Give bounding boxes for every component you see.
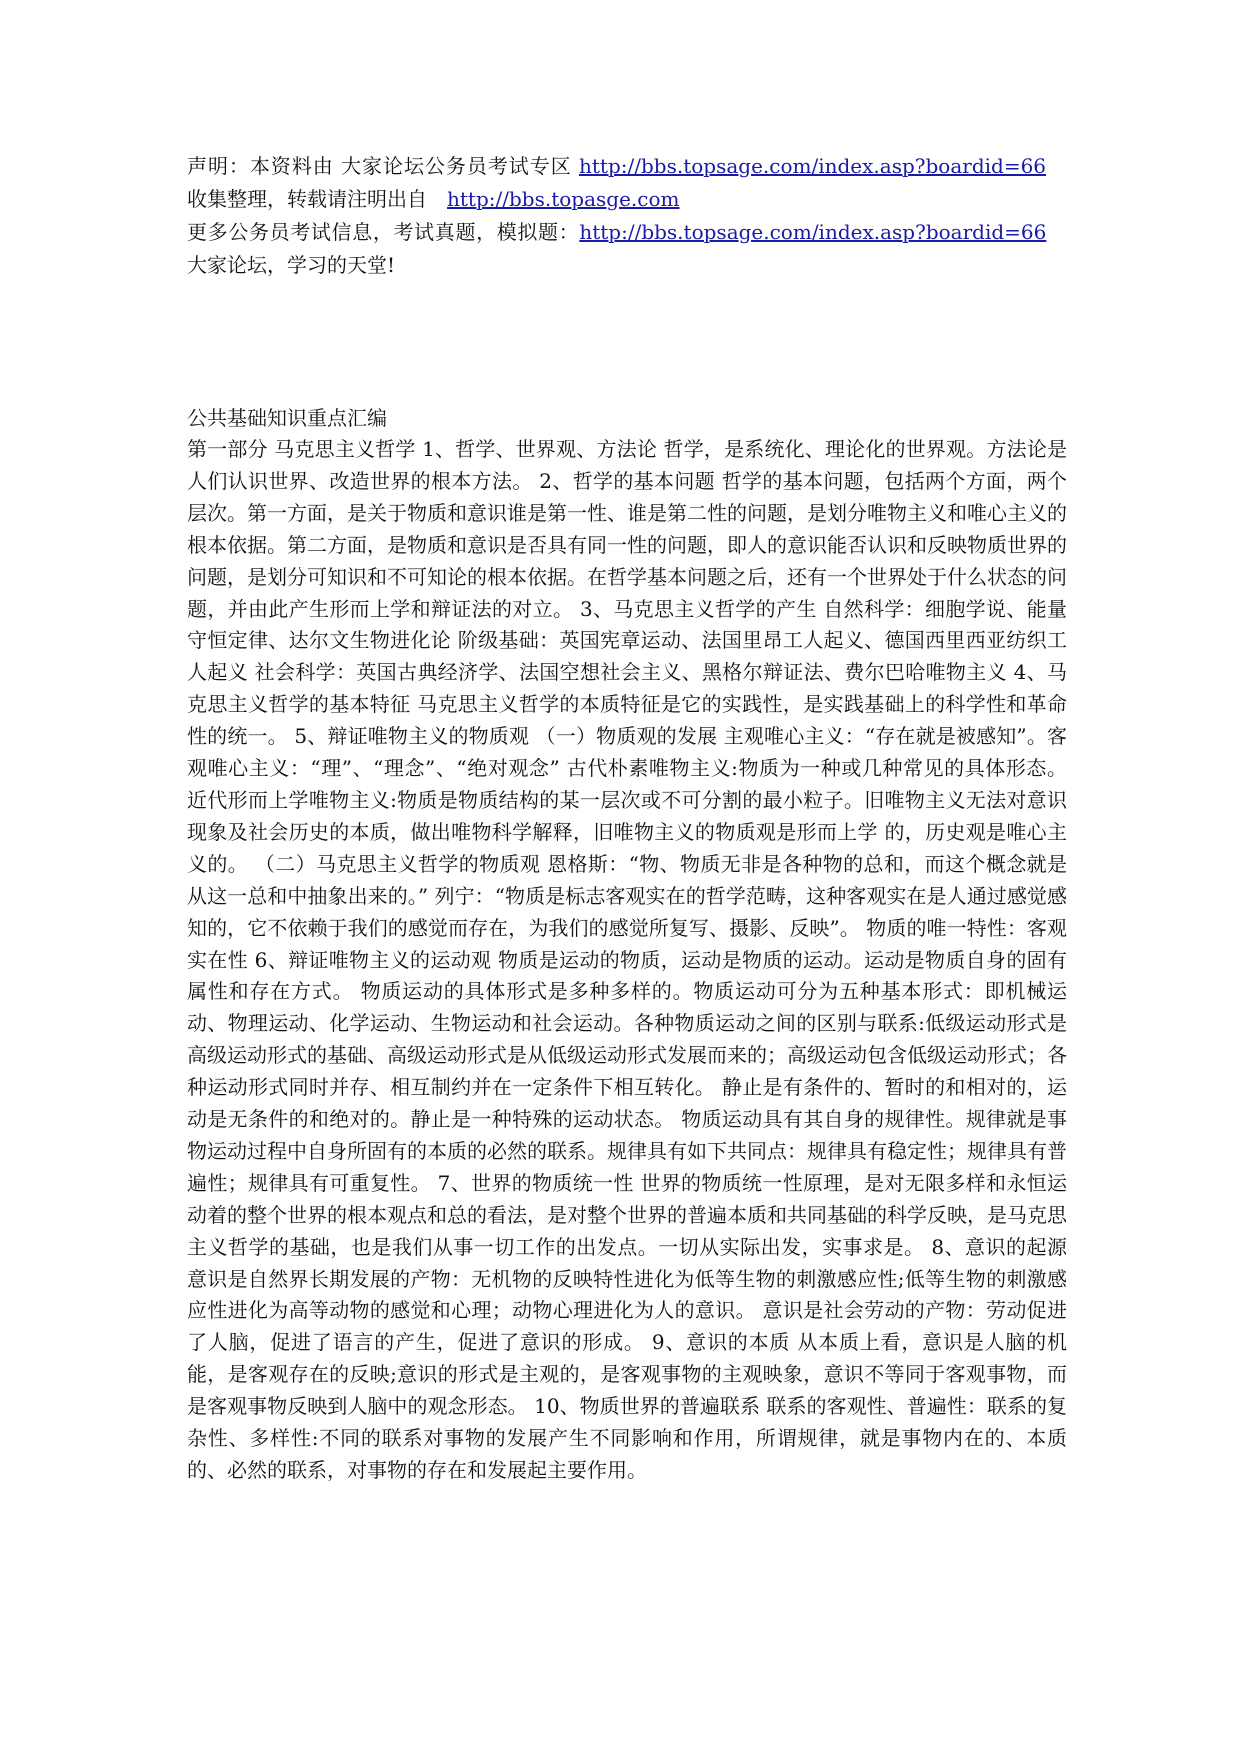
spacer	[187, 282, 1067, 403]
notice-text: 大家论坛，学习的天堂!	[187, 220, 1068, 277]
document-body: 第一部分 马克思主义哲学 1、哲学、世界观、方法论 哲学，是系统化、理论化的世界观。方法论是人们认识世界、改造世界的根本方法。 2、哲学的基本问题 哲学的基本问题，包括两个方面，两个层次。第一方面，是关于物质和意识谁是第一性、谁是第二性的问题，是划分唯物主义和唯心主义的根本依据。第二方面，是物质和意识是否具有同一性的问题，即人的意识能否认识和反映物质世界的问题，是划分可知识和不可知论的根本依据。在哲学基本问题之后，还有一个世界处于什么状态的问题，并由此产生形而上学和辩证法的对立。 3、马克思主义哲学的产生 自然科学：细胞学说、能量守恒定律、达尔文生物进化论 阶级基础：英国宪章运动、法国里昂工人起义、德国西里西亚纺织工人起义 社会科学：英国古典经济学、法国空想社会主义、黑格尔辩证法、费尔巴哈唯物主义 4、马克思主义哲学的基本特征 马克思主义哲学的本质特征是它的实践性，是实践基础上的科学性和革命性的统一。 5、辩证唯物主义的物质观 （一）物质观的发展 主观唯心主义：“存在就是被感知”。客观唯心主义：“理”、“理念”、“绝对观念” 古代朴素唯物主义:物质为一种或几种常见的具体形态。 近代形而上学唯物主义:物质是物质结构的某一层次或不可分割的最小粒子。旧唯物主义无法对意识现象及社会历史的本质，做出唯物科学解释，旧唯物主义的物质观是形而上学 的，历史观是唯心主义的。 （二）马克思主义哲学的物质观 恩格斯：“物、物质无非是各种物的总和，而这个概念就是从这一总和中抽象出来的。” 列宁：“物质是标志客观实在的哲学范畴，这种客观实在是人通过感觉感知的，它不依赖于我们的感觉而存在，为我们的感觉所复写、摄影、反映”。 物质的唯一特性：客观实在性 6、辩证唯物主义的运动观 物质是运动的物质，运动是物质的运动。运动是物质自身的固有属性和存在方式。 物质运动的具体形式是多种多样的。物质运动可分为五种基本形式：即机械运动、物理运动、化学运动、生物运动和社会运动。各种物质运动之间的区别与联系:低级运动形式是高级运动形式的基础、高级运动形式是从低级运动形式发展而来的；高级运动包含低级运动形式；各种运动形式同时并存、相互制约并在一定条件下相互转化。 静止是有条件的、暂时的和相对的，运动是无条件的和绝对的。静止是一种特殊的运动状态。 物质运动具有其自身的规律性。规律就是事物运动过程中自身所固有的本质的必然的联系。规律具有如下共同点：规律具有稳定性；规律具有普遍性；规律具有可重复性。 7、世界的物质统一性 世界的物质统一性原理，是对无限多样和永恒运动着的整个世界的根本观点和总的看法，是对整个世界的普遍本质和共同基础的科学反映，是马克思主义哲学的基础，也是我们从事一切工作的出发点。一切从实际出发，实事求是。 8、意识的起源 意识是自然界长期发展的产物：无机物的反映特性进化为低等生物的刺激感应性;低等生物的刺激感应性进化为高等动物的感觉和心理；动物心理进化为人的意识。 意识是社会劳动的产物：劳动促进了人脑，促进了语言的产生，促进了意识的形成。 9、意识的本质 从本质上看，意识是人脑的机能，是客观存在的反映;意识的形式是主观的，是客观事物的主观映象，意识不等同于客观事物，而是客观事物反映到人脑中的观念形态。 10、物质世界的普遍联系 联系的客观性、普遍性：联系的复杂性、多样性:不同的联系对事物的发展产生不同影响和作用，所谓规律，就是事物内在的、本质的、必然的联系，对事物的存在和发展起主要作用。	[187, 437, 1067, 1482]
source-notice	[187, 150, 1067, 282]
document-title: 公共基础知识重点汇编	[187, 406, 387, 430]
document-page	[187, 150, 1067, 1487]
notice-paragraph-1	[187, 150, 1067, 216]
forum-home-link[interactable]: http://bbs.topasge.com	[447, 187, 680, 211]
notice-paragraph-2	[187, 216, 1067, 282]
notice-text: 声明：本资料由 大家论坛公务员考试专区	[187, 154, 580, 178]
notice-text: 更多公务员考试信息，考试真题，模拟题：	[187, 220, 580, 244]
forum-board-link[interactable]: http://bbs.topsage.com/index.asp?boardid=66	[579, 154, 1047, 178]
notice-text: 收集整理，转载请注明出自	[187, 154, 1067, 211]
exam-board-link[interactable]: http://bbs.topsage.com/index.asp?boardid=66	[579, 220, 1047, 244]
